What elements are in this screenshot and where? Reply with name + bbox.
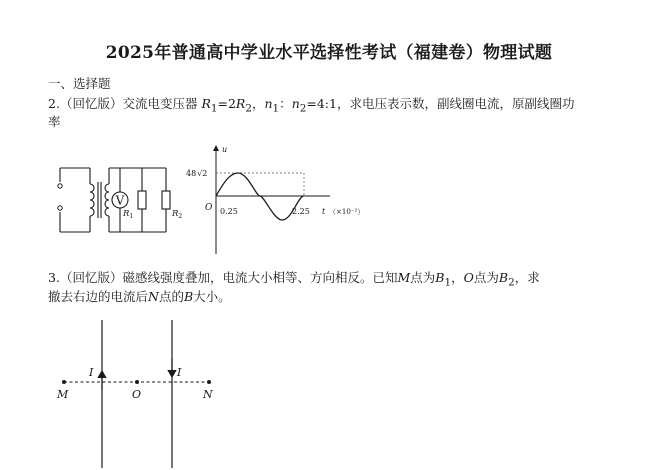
input-terminal-bottom — [58, 206, 62, 210]
y-axis-label: u — [222, 145, 228, 154]
voltage-time-graph — [180, 142, 390, 257]
r1-label: $R_1$ — [123, 209, 134, 220]
question-3-text: 3.（回忆版）磁感线强度叠加，电流大小相等、方向相反。已知M点为$B_1$，O点为$B_2$，求 — [48, 270, 540, 289]
input-terminal-top — [58, 184, 62, 188]
point-n-label: N — [203, 388, 213, 401]
tick-label-2: 2.25 — [292, 207, 310, 216]
origin-label: O — [205, 203, 213, 213]
right-current-label: I — [177, 366, 182, 379]
point-o-label: O — [132, 388, 142, 401]
r2-label: $R_2$ — [172, 209, 183, 220]
point-m-label: M — [57, 388, 69, 401]
point-n — [207, 380, 211, 384]
point-o — [135, 380, 139, 384]
question-2-text-cont: 率 — [48, 114, 61, 129]
tick-label-1: 0.25 — [220, 207, 238, 216]
x-axis-unit: （×10⁻²） — [329, 208, 365, 216]
left-current-label: I — [89, 366, 94, 379]
section-heading: 一、选择题 — [48, 76, 111, 91]
wire-field-diagram — [44, 318, 244, 468]
point-m — [62, 380, 66, 384]
x-axis-label: t — [322, 207, 326, 216]
voltmeter-label: V — [115, 193, 125, 208]
question-3-text-cont: 撤去右边的电流后N点的B大小。 — [48, 289, 231, 304]
amplitude-label: 48√2 — [186, 169, 208, 178]
question-2-text: 2.（回忆版）交流电变压器 $R_1=2R_2$，$n_1$：$n_2=4:1$，求电压表示数，副线圈电流，原副线圈功 — [48, 96, 575, 115]
paper-title: 2025年普通高中学业水平选择性考试（福建卷）物理试题 — [105, 43, 553, 63]
